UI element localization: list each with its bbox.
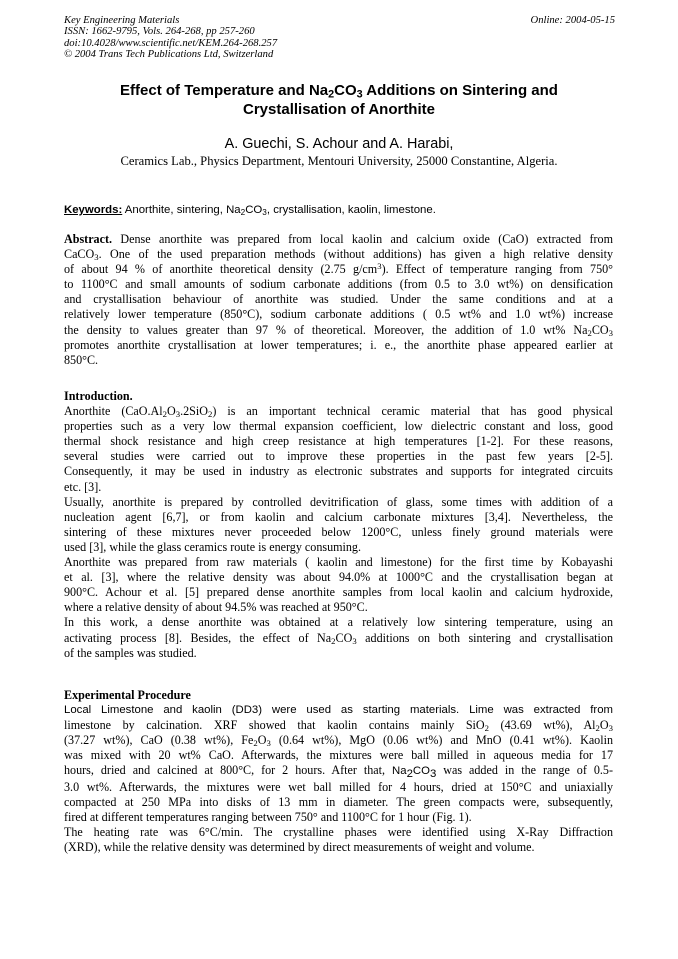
keywords: Keywords: Anorthite, sintering, $Na_2CO_3$, crystallisation, kaolin, limestone. xyxy=(64,204,436,218)
affiliation: Ceramics Lab., Physics Department, Mentouri University, 25000 Constantine, Algeria. xyxy=(120,154,558,168)
abstract-label: Abstract. xyxy=(64,232,113,246)
journal-metadata xyxy=(64,15,277,61)
doi-line: doi:10.4028/www.scientific.net/KEM.264-268.257 xyxy=(64,37,278,49)
experimental-section: Experimental Procedure Local Limestone and kaolin (DD3) were used as starting materials. Lime was extracted from limestone by calcination. XRF showed that kaolin contains mainly SiO$_2$ (43.69 wt%), $Al_2O_3$ (37.27 wt%), CaO (0.38 wt%), $Fe_2O_3$ (0.64 wt%), MgO (0.06 wt%) and MnO (0.41 wt%). Kaolin was mixed with 20 wt% CaO. Afterwards, the mixtures were ball milled in aqueous media for 17 hours, dried and calcined at 800°C, for 2 hours. After that, Na2CO3 was added in the range of 0.5- 3.0 wt%. Afterwards, the mixtures were wet ball milled for 4 hours, dried at 150°C and uniaxially compacted at 250 MPa into disks of 13 mm in diameter. The green compacts were, subsequently, fired at different temperatures ranging between 750° and 1100°C for 1 hour (Fig. 1). The heating rate was 6°C/min. The crystalline phases were identified using X-Ray Diffraction (XRD), while the relative density was determined by direct measurements of weight and volume. xyxy=(64,688,614,854)
title-line-1: Effect of Temperature and $Na_2CO_3$ Additions on Sintering and xyxy=(120,82,558,101)
abstract: Abstract. Dense anorthite was prepared from local kaolin and calcium oxide (CaO) extracted from CaCO$_3$. One of the used preparation methods (without additions) has given a high relative density of about 94 % of anorthite theoretical density (2.75 $g/cm^3$). Effect of temperature ranging from 750° to 1100°C and small amounts of sodium carbonate additions (from 0.5 to 3.0 wt%) on densification and crystallisation behaviour of anorthite was studied. Under the same conditions and at a relatively lower temperature (850°C), sodium carbonate additions ( 0.5 wt% and 1.0 wt%) increase the density to values greater than 97 % of theoretical. Moreover, the addition of 1.0 wt% $Na_2CO_3$ promotes anorthite crystallisation at lower temperatures; i. e., the anorthite phase appeared earlier at 850°C. xyxy=(64,232,613,367)
experimental-heading: Experimental Procedure xyxy=(64,688,191,702)
authors: A. Guechi, S. Achour and A. Harabi, xyxy=(224,136,454,152)
copyright-line: © 2004 Trans Tech Publications Ltd, Switzerland xyxy=(64,49,274,61)
introduction-heading: Introduction. xyxy=(64,389,133,403)
keywords-label: Keywords: xyxy=(64,204,123,216)
paper-title xyxy=(70,82,608,119)
introduction-section: Introduction. Anorthite $(CaO.Al_2O_3.2SiO_2)$ is an important technical ceramic material that has good physical properties such as a very low thermal expansion coefficient, low dielectric constant and loss, good thermal shock resistance and high creep resistance at high temperatures [1-2]. For these reasons, several studies were carried out to improve these properties in the past few years [2-5]. Consequently, it may be used in industry as electronic substrates and supports for integrated circuits etc. [3]. Usually, anorthite is prepared by controlled devitrification of glass, some times with addition of a nucleation agent [6,7], or from kaolin and calcium carbonate mixtures [3,4]. Nevertheless, the sintering of these mixtures never proceeded below 1200°C, unless finely ground materials were used [3], while the glass ceramics route is energy consuming. Anorthite was prepared from raw materials ( kaolin and limestone) for the first time by Kobayashi et al. [3], where the relative density was about 94.0% at 1000°C and the crystallisation began at 900°C. Achour et al. [5] prepared dense anorthite samples from local kaolin and calcium hydroxide, where a relative density of about 94.5% was reached at 950°C. In this work, a dense anorthite was obtained at a relatively low sintering temperature, using an activating process [8]. Besides, the effect of $Na_2CO_3$ additions on both sintering and crystallisation of the samples was studied. xyxy=(64,389,614,660)
online-date: Online: 2004-05-15 xyxy=(530,15,615,26)
journal-name: Key Engineering Materials xyxy=(64,15,180,26)
title-line-2: Crystallisation of Anorthite xyxy=(243,100,435,118)
issn-line: ISSN: 1662-9795, Vols. 264-268, pp 257-260 xyxy=(64,26,255,38)
